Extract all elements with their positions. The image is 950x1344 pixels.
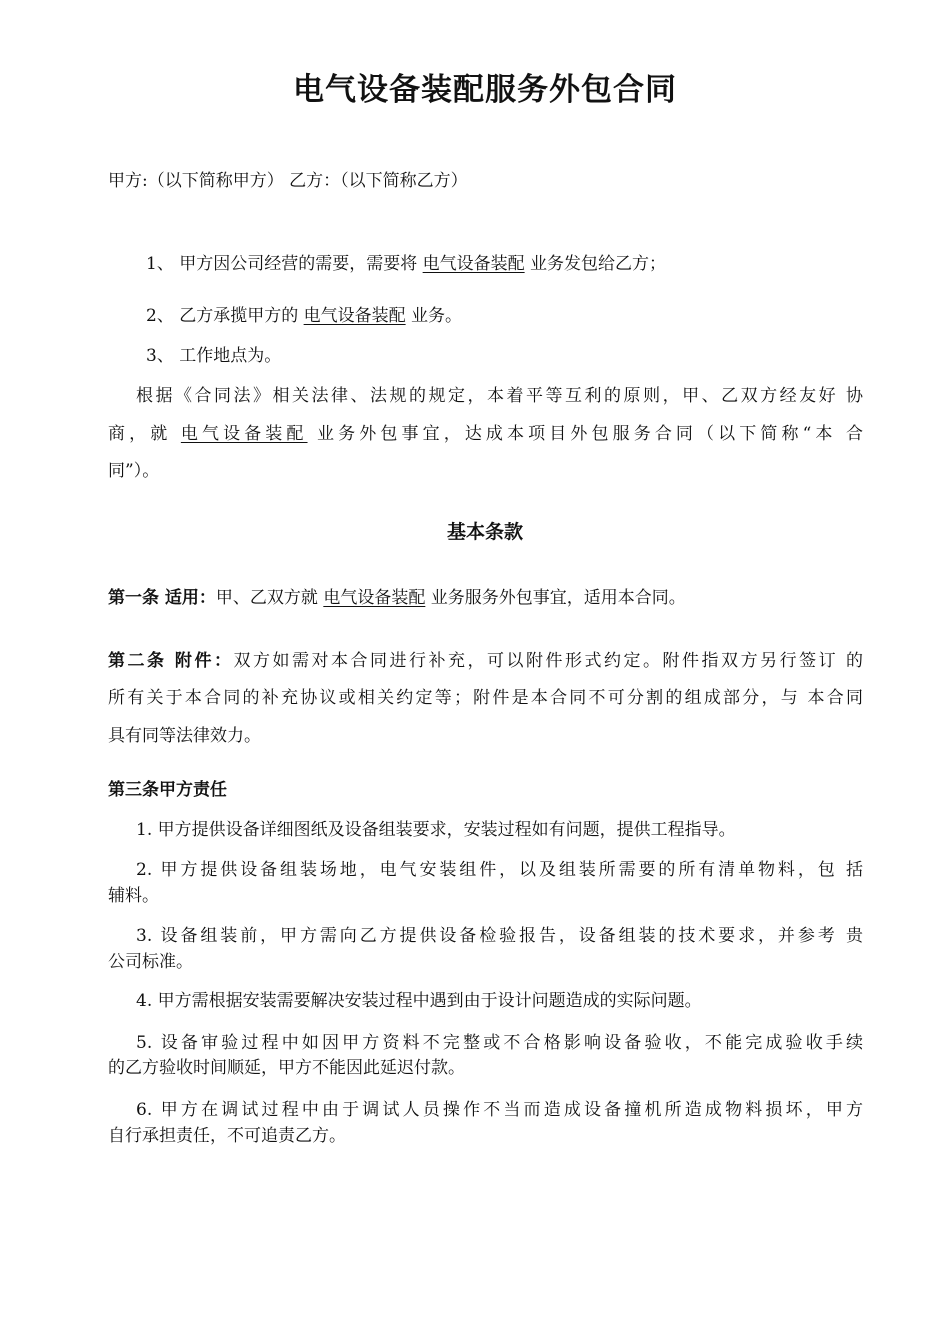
- item-2-suffix: 业务。: [405, 306, 463, 326]
- article-3-item-5-line-1: 5. 设备审验过程中如因甲方资料不完整或不合格影响设备验收，不能完成验收手续: [136, 1033, 863, 1053]
- basis-line-1: 根据《合同法》相关法律、法规的规定，本着平等互利的原则，甲、乙双方经友好 协: [136, 386, 863, 406]
- article-1: [108, 588, 686, 608]
- parties-line: 甲方:（以下简称甲方） 乙方：（以下简称乙方）: [108, 171, 468, 191]
- article-3-item-1: 1. 甲方提供设备详细图纸及设备组装要求，安装过程如有问题，提供工程指导。: [136, 820, 736, 840]
- basis-line-2: [108, 424, 863, 444]
- article-3-item-6-line-1: 6. 甲方在调试过程中由于调试人员操作不当而造成设备撞机所造成物料损坏，甲方: [136, 1100, 863, 1120]
- article-3-item-4: 4. 甲方需根据安装需要解决安装过程中遇到由于设计问题造成的实际问题。: [136, 991, 702, 1011]
- item-2-underlined: 电气设备装配: [303, 306, 406, 326]
- article-3-item-5-line-2: 的乙方验收时间顺延，甲方不能因此延迟付款。: [108, 1058, 465, 1078]
- item-1-prefix: 1、 甲方因公司经营的需要，需要将: [146, 254, 423, 274]
- article-3-item-6-line-2: 自行承担责任，不可追责乙方。: [108, 1126, 346, 1146]
- article-2-label: 第二条 附件：: [108, 651, 234, 671]
- item-3: 3、 工作地点为。: [146, 346, 282, 366]
- article-2-line-1: [108, 651, 863, 671]
- section-heading: 基本条款: [446, 521, 523, 543]
- article-2-line-3: 具有同等法律效力。: [108, 726, 261, 746]
- article-3-item-2-line-2: 辅料。: [108, 886, 159, 906]
- article-2-text-1: 双方如需对本合同进行补充，可以附件形式约定。附件指双方另行签订 的: [233, 651, 863, 671]
- basis-underlined: 电气设备装配: [180, 424, 308, 444]
- article-2-line-2: 所有关于本合同的补充协议或相关约定等；附件是本合同不可分割的组成部分，与 本合同: [108, 688, 863, 708]
- basis-prefix: 商，就: [108, 424, 181, 444]
- basis-line-3: 同”）。: [108, 461, 160, 481]
- item-1-suffix: 业务发包给乙方；: [524, 254, 667, 274]
- item-2: [146, 306, 462, 326]
- document-title: 电气设备装配服务外包合同: [293, 72, 677, 108]
- article-3-heading: 第三条甲方责任: [108, 780, 227, 800]
- article-1-suffix: 业务服务外包事宜，适用本合同。: [425, 588, 686, 608]
- article-1-label: 第一条 适用：: [108, 588, 216, 608]
- basis-suffix: 业务外包事宜，达成本项目外包服务合同（以下简称“本 合: [307, 424, 864, 444]
- article-1-prefix: 甲、乙双方就: [215, 588, 324, 608]
- article-3-item-2-line-1: 2. 甲方提供设备组装场地，电气安装组件，以及组装所需要的所有清单物料，包 括: [136, 860, 863, 880]
- article-1-underlined: 电气设备装配: [323, 588, 426, 608]
- item-1-underlined: 电气设备装配: [422, 254, 525, 274]
- item-2-prefix: 2、 乙方承揽甲方的: [146, 306, 304, 326]
- article-3-item-3-line-2: 公司标准。: [108, 952, 193, 972]
- article-3-item-3-line-1: 3. 设备组装前，甲方需向乙方提供设备检验报告，设备组装的技术要求，并参考 贵: [136, 926, 863, 946]
- item-1: [146, 254, 666, 274]
